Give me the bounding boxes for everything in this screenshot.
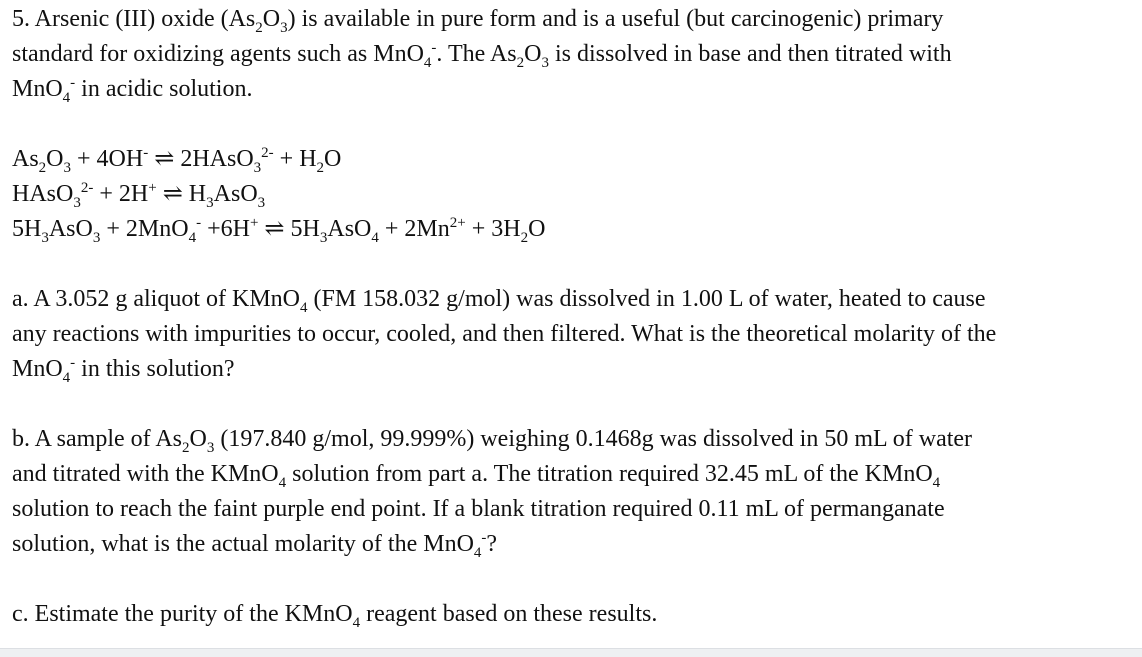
text-line: 5. Arsenic (III) oxide $(As_2O_3)$ is available in pure form and is a useful (but carcinogenic) primary [12,6,944,36]
blank-line [12,562,1140,597]
text-line: standard for oxidizing agents such as MnO$_4$-. The $As_2O_3$ is dissolved in base and then titrated with [12,40,952,71]
text-line: and titrated with the KMnO$_4$ solution from part a. The titration required 32.45 mL of the KMnO$_4$ [12,461,941,491]
blank-line [12,247,1140,282]
bottom-scroll-strip [0,648,1142,657]
reaction-line: HAsO$_3^{2-}$ + 2H+ ⇌ $H_3AsO_3$ [12,180,266,211]
text-line: b. A sample of $As_2O_3$ (197.840 g/mol, 99.999%) weighing 0.1468g was dissolved in 50 mL of water [12,426,973,456]
reaction-equations [12,142,1140,247]
blank-line [12,387,1140,422]
reaction-line: $As_2O_3 + 4OH^-$ ⇌ 2HAsO$_3^{2-}$ + $H_2O$ [12,145,342,176]
question-document [12,2,1140,632]
text-line: solution to reach the faint purple end point. If a blank titration required 0.11 mL of permanganate [12,496,945,522]
text-line: c. Estimate the purity of the KMnO$_4$ reagent based on these results. [12,601,658,631]
part-c-paragraph [12,597,1140,632]
blank-line [12,107,1140,142]
text-line: MnO$_4$- in this solution? [12,355,235,386]
part-b-paragraph [12,422,1140,562]
text-line: a. A 3.052 g aliquot of KMnO$_4$ (FM 158.032 g/mol) was dissolved in 1.00 L of water, heated to cause [12,286,986,316]
reaction-line: $5H_3AsO_3 + 2MnO_4^- +6H^+$ ⇌ $5H_3AsO_4 + 2Mn^{2+} + 3H_2O$ [12,215,546,246]
intro-paragraph [12,2,1140,107]
text-line: MnO$_4$- in acidic solution. [12,75,253,106]
part-a-paragraph [12,282,1140,387]
text-line: any reactions with impurities to occur, cooled, and then filtered. What is the theoretical molarity of the [12,321,997,347]
text-line: solution, what is the actual molarity of the MnO$_4$-? [12,530,498,561]
